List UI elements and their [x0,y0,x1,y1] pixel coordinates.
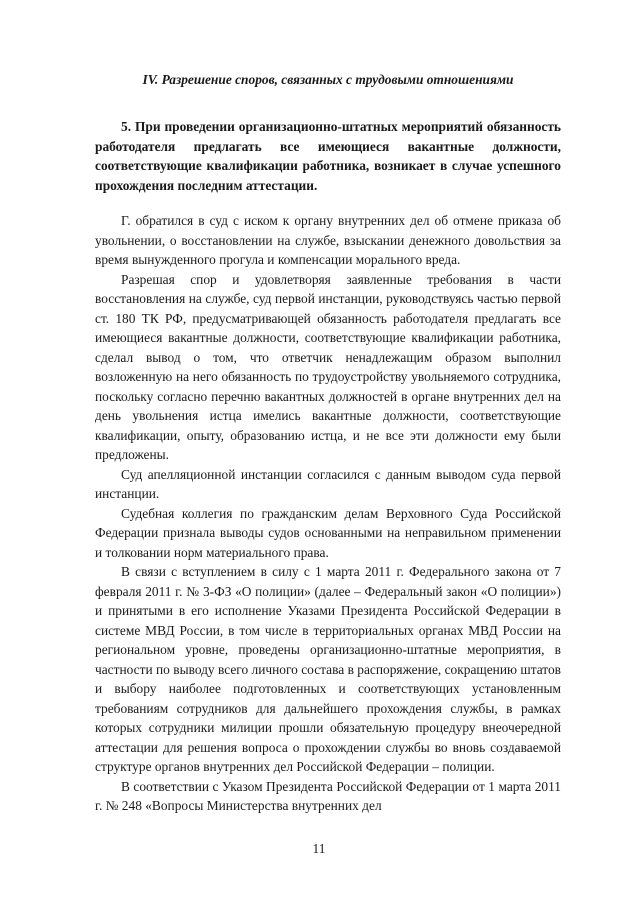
paragraph-4: Судебная коллегия по гражданским делам Верховного Суда Российской Федерации признала выводы судов основанными на неправильном применении и толковании норм материального права. [95,505,561,560]
document-page [95,70,561,816]
paragraph-3: Суд апелляционной инстанции согласился с данным выводом суда первой инстанции. [95,466,561,501]
section-title: IV. Разрешение споров, связанных с трудовыми отношениями [142,72,514,87]
paragraph-2: Разрешая спор и удовлетворяя заявленные требования в части восстановления на службе, суд первой инстанции, руководствуясь частью первой ст. 180 ТК РФ, предусматривающей обязанность работодателя предлагать все имеющиеся вакантные должности, соответствующие квалификации работника, сделал вывод о том, что ответчик ненадлежащим образом выполнил возложенную на него обязанность по трудоустройству увольняемого сотрудника, поскольку согласно перечню вакантных должностей в органе внутренних дел на день увольнения истца имелись вакантные должности, соответствующие квалификации, опыту, образованию истца, и не все эти должности ему были предложены. [95,271,561,462]
paragraph-5: В связи с вступлением в силу с 1 марта 2011 г. Федерального закона от 7 февраля 2011 г. № 3-ФЗ «О полиции» (далее – Федеральный закон «О полиции») и принятыми в его исполнение Указами Президента Российской Федерации в системе МВД России, в том числе в территориальных органах МВД России на региональном уровне, проведены организационно-штатные мероприятия, в частности по выводу всего личного состава в распоряжение, сокращению штатов и выбору наиболее подготовленных и соответствующих установленным требованиям сотрудников для дальнейшего прохождения службы, в рамках которых сотрудники милиции прошли обязательную процедуру внеочередной аттестации для решения вопроса о прохождении службы во вновь создаваемой структуре органов внутренних дел Российской Федерации – полиции. [95,564,561,774]
page-number: 11 [312,841,326,856]
paragraph-1: Г. обратился в суд с иском к органу внутренних дел об отмене приказа об увольнении, о восстановлении на службе, взыскании денежного довольствия за время вынужденного прогула и компенсации морального вреда. [95,213,561,267]
paragraph-6: В соответствии с Указом Президента Российской Федерации от 1 марта 2011 г. № 248 «Вопросы Министерства внутренних дел [95,778,561,813]
headnote: 5. При проведении организационно-штатных мероприятий обязанность работодателя предлагать все имеющиеся вакантные должности, соответствующие квалификации работника, возникает в случае успешного прохождения последним аттестации. [95,119,561,193]
